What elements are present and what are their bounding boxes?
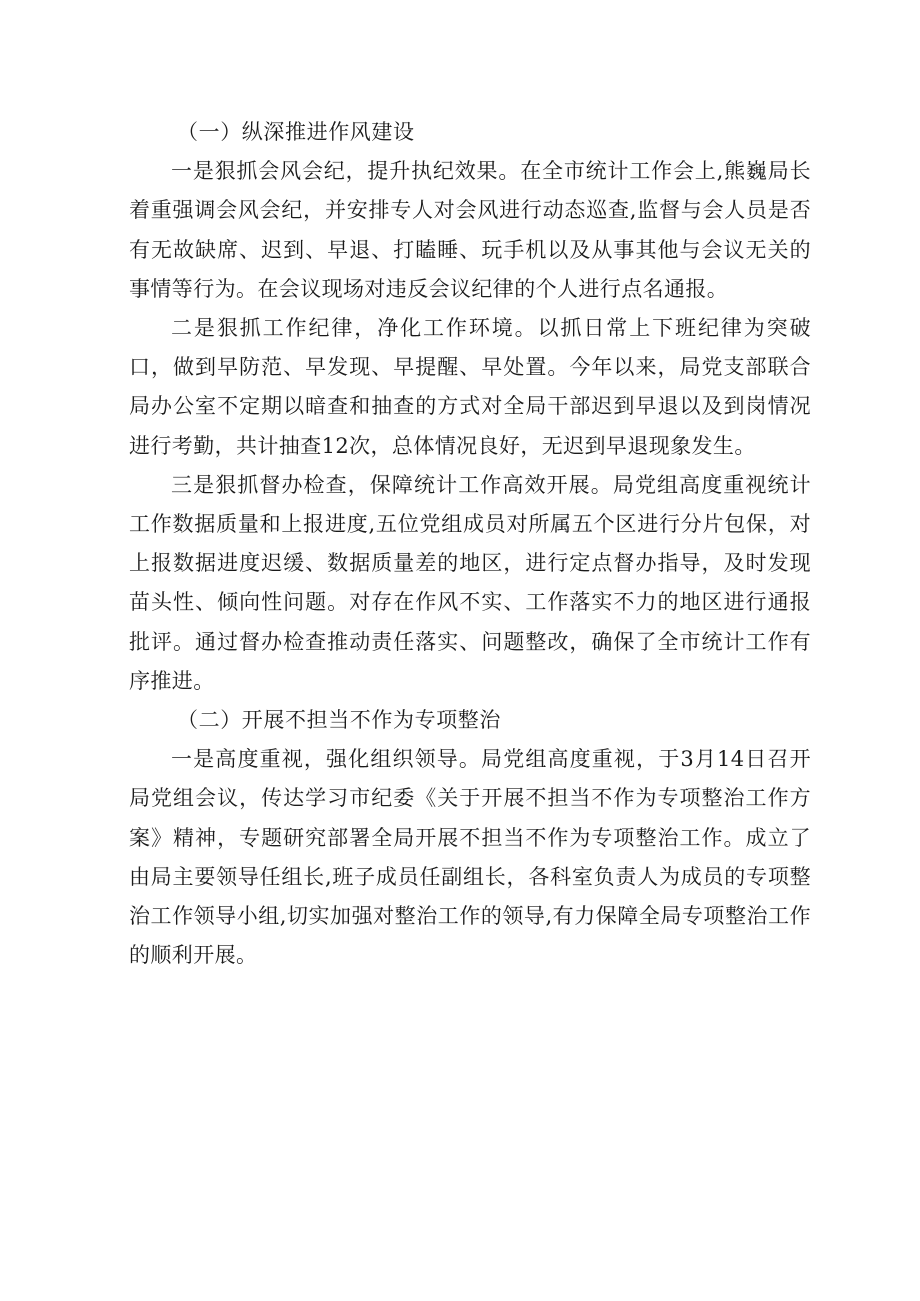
paragraph-4: 一是高度重视，强化组织领导。局党组高度重视，于3月14日召开局党组会议，传达学习市纪委《关于开展不担当不作为专项整治工作方案》精神，专题研究部署全局开展不担当不作为专项整治工作。成立了由局主要领导任组长,班子成员任副组长，各科室负责人为成员的专项整治工作领导小组,切实加强对整治工作的领导,有力保障全局专项整治工作的顺利开展。 (129, 747, 811, 968)
section-heading-2: （二）开展不担当不作为专项整治 (177, 708, 501, 733)
paragraph-3: 三是狠抓督办检查，保障统计工作高效开展。局党组高度重视统计工作数据质量和上报进度,五位党组成员对所属五个区进行分片包保，对上报数据进度迟缓、数据质量差的地区，进行定点督办指导，及时发现苗头性、倾向性问题。对存在作风不实、工作落实不力的地区进行通报批评。通过督办检查推动责任落实、问题整改，确保了全市统计工作有序推进。 (129, 472, 811, 693)
section-heading-1: （一）纵深推进作风建设 (177, 120, 415, 144)
document-body (129, 113, 811, 975)
paragraph-1: 一是狠抓会风会纪，提升执纪效果。在全市统计工作会上,熊巍局长着重强调会风会纪，并安排专人对会风进行动态巡查,监督与会人员是否有无故缺席、迟到、早退、打瞌睡、玩手机以及从事其他与会议无关的事情等行为。在会议现场对违反会议纪律的个人进行点名通报。 (129, 159, 811, 301)
paragraph-2: 二是狠抓工作纪律，净化工作环境。以抓日常上下班纪律为突破口，做到早防范、早发现、早提醒、早处置。今年以来，局党支部联合局办公室不定期以暗查和抽查的方式对全局干部迟到早退以及到岗情况进行考勤，共计抽查12次，总体情况良好，无迟到早退现象发生。 (129, 316, 811, 458)
